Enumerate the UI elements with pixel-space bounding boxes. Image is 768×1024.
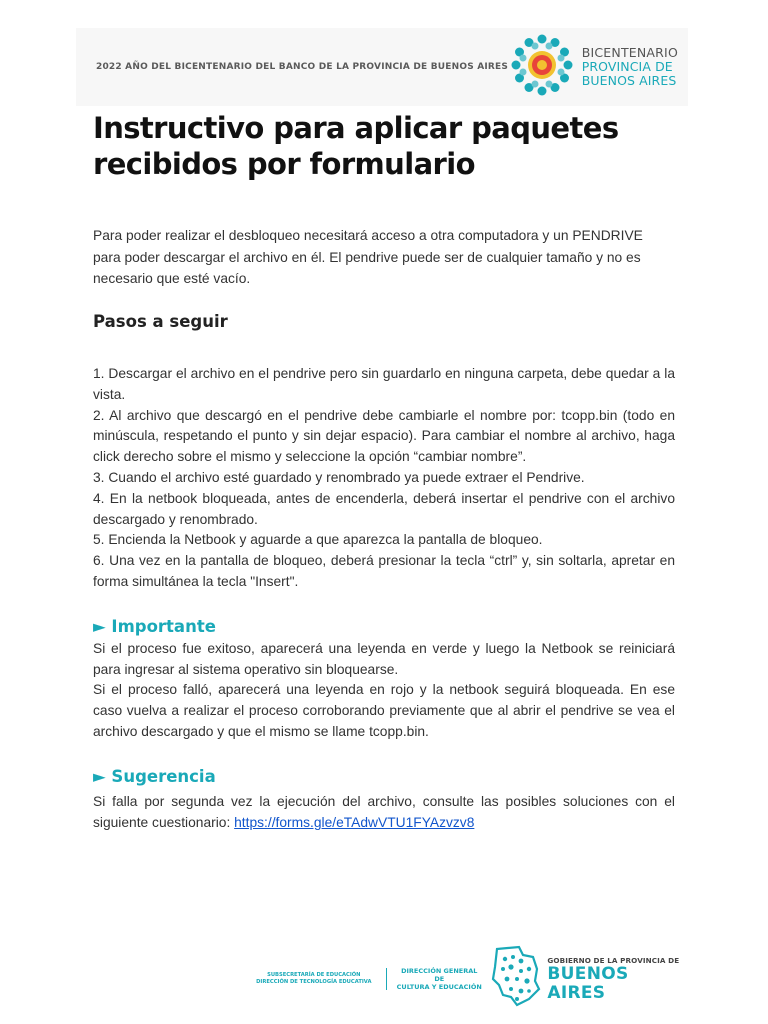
brand-line-2: PROVINCIA DE [581, 59, 673, 74]
step-item-5: 5. Encienda la Netbook y aguarde a que aparezca la pantalla de bloqueo. [93, 532, 543, 548]
intro-line-1: Para poder realizar el desbloqueo necesitará acceso a otra computadora y un PENDRIVE [93, 228, 643, 243]
intro-line-3: necesario que esté vacío. [93, 271, 251, 286]
brand-line-3: BUENOS AIRES [581, 73, 677, 88]
sugerencia-paragraph [93, 792, 675, 834]
sun-flower-emblem-icon [510, 33, 574, 102]
footer-logos [250, 944, 690, 1014]
bicentenario-wordmark [582, 46, 678, 88]
importante-paragraph-1: Si el proceso fue exitoso, aparecerá una leyenda en verde y luego la Netbook se reiniciará para ingresar al sistema operativo sin bloquearse. [93, 641, 675, 677]
gobierno-logo-text [547, 956, 690, 1003]
intro-paragraph [93, 225, 675, 290]
importante-paragraph-2: Si el proceso falló, aparecerá una leyenda en rojo y la netbook seguirá bloqueada. En ese caso vuelva a realizar el proceso corroborando previamente que al abrir el pendrive se vea el archivo descargado y que el mismo se llame tcopp.bin. [93, 682, 675, 739]
gobierno-line-1: GOBIERNO DE LA PROVINCIA DE [547, 955, 680, 965]
step-item-3: 3. Cuando el archivo esté guardado y renombrado ya puede extraer el Pendrive. [93, 469, 585, 485]
brand-line-1: BICENTENARIO [581, 45, 678, 60]
sugerencia-text: Si falla por segunda vez la ejecución del archivo, consulte las posibles soluciones con el siguiente cuestionario: [93, 794, 675, 830]
questionnaire-link[interactable]: https://forms.gle/eTAdwVTU1FYAzvzv8 [234, 814, 475, 830]
gobierno-line-2: BUENOS AIRES [547, 963, 629, 1003]
sugerencia-heading: ► Sugerencia [93, 767, 216, 786]
subsecretaria-line-1: SUBSECRETARÍA DE EDUCACIÓN [267, 972, 361, 978]
step-item-1: 1. Descargar el archivo en el pendrive pero sin guardarlo en ninguna carpeta, debe quedar a la vista. [93, 366, 675, 402]
steps-heading: Pasos a seguir [93, 312, 228, 331]
direccion-general-line-2: CULTURA Y EDUCACIÓN [396, 983, 482, 991]
direccion-general-line-1: DIRECCIÓN GENERAL DE [401, 967, 478, 983]
importante-heading: ► Importante [93, 617, 216, 636]
title-line-2: recibidos por formulario [93, 147, 475, 181]
title-line-1: Instructivo para aplicar paquetes [93, 111, 619, 145]
province-map-icon [489, 945, 541, 1014]
step-item-2: 2. Al archivo que descargó en el pendrive debe cambiarle el nombre por: tcopp.bin (todo en minúscula, respetando el punto y sin dejar espacio). Para cambiar el nombre al archivo, haga click derecho sobre el mismo y seleccione la opción “cambiar nombre”. [93, 407, 675, 465]
subsecretaria-logo-text [250, 972, 378, 986]
intro-line-2: para poder descargar el archivo en él. El pendrive puede ser de cualquier tamaño y no es [93, 249, 641, 265]
bicentenary-banner-text: 2022 AÑO DEL BICENTENARIO DEL BANCO DE LA PROVINCIA DE BUENOS AIRES [96, 62, 509, 72]
subsecretaria-line-2: DIRECCIÓN DE TECNOLOGÍA EDUCATIVA [256, 979, 372, 985]
page-title [93, 110, 693, 182]
step-item-4: 4. En la netbook bloqueada, antes de encenderla, deberá insertar el pendrive con el archivo descargado y renombrado. [93, 490, 675, 527]
header-banner [76, 28, 688, 106]
steps-list [93, 364, 675, 593]
bicentenario-brand [510, 33, 688, 102]
footer-divider [386, 968, 387, 990]
direccion-general-logo-text [395, 967, 483, 991]
step-item-6: 6. Una vez en la pantalla de bloqueo, deberá presionar la tecla “ctrl” y, sin soltarla, apretar en forma simultánea la tecla "Insert". [93, 553, 675, 589]
